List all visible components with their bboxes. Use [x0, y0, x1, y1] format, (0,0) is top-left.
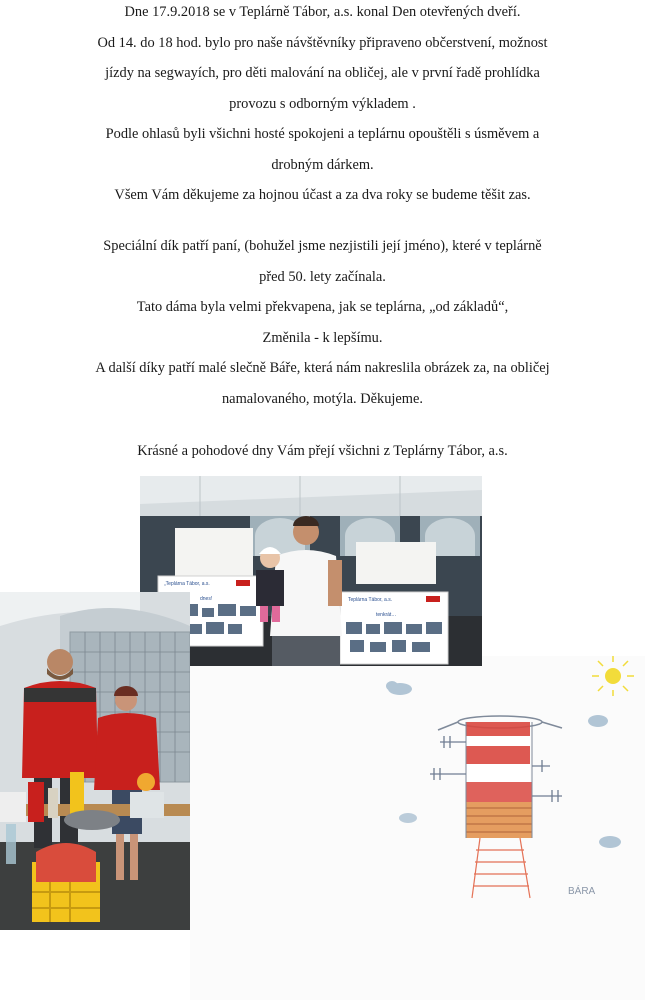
poster-left-title: „Teplárna Tábor, a.s.: [164, 581, 210, 587]
cloud-icon: [386, 681, 412, 695]
cloud-icon: [599, 836, 621, 848]
text-line: A další díky patří malé slečně Báře, která nám nakreslila obrázek za, na obličej: [95, 360, 550, 376]
thanks-paragraph: [0, 231, 645, 414]
photo-visitors-with-posters: [140, 476, 482, 666]
poster-right: [340, 592, 448, 664]
text-line: Speciální dík patří paní, (bohužel jsme nezjistili její jméno), které v teplárně: [103, 238, 542, 254]
intro-paragraph: [0, 0, 645, 211]
text-line: Změnila - k lepšímu.: [262, 329, 383, 346]
text-line: namalovaného, motýla. Děkujeme.: [221, 390, 423, 407]
text-line: Tato dáma byla velmi překvapena, jak se teplárna, „od základů“,: [136, 299, 509, 315]
poster-right-title: Teplárna Tábor, a.s.: [348, 597, 393, 603]
text-line: Od 14. do 18 hod. bylo pro naše návštěvníky připraveno občerstvení, možnost: [97, 34, 548, 51]
sun-icon: [592, 656, 634, 696]
text-line: Podle ohlasů byli všichni hosté spokojeni a teplárnu opouštěli s úsměvem a: [105, 126, 540, 142]
drawing-signature: BÁRA: [568, 886, 596, 897]
photo-refreshment-booth: [0, 592, 190, 930]
text-line: provozu s odborným výkladem .: [229, 95, 416, 112]
cloud-icon: [588, 715, 608, 727]
text-line: Všem Vám děkujeme za hojnou účast a za dva roky se budeme těšit zas.: [114, 187, 531, 203]
cloud-icon: [399, 813, 417, 823]
text-line: před 50. lety začínala.: [259, 268, 386, 285]
child-drawing: [190, 656, 645, 1000]
text-line: drobným dárkem.: [271, 156, 374, 173]
text-line: jízdy na segwayích, pro děti malování na obličej, ale v první řadě prohlídka: [105, 65, 540, 81]
closing-paragraph: [0, 436, 645, 467]
text-line: Dne 17.9.2018 se v Teplárně Tábor, a.s. konal Den otevřených dveří.: [124, 4, 521, 20]
poster-left-subtitle: dnes!: [200, 596, 213, 602]
poster-right-subtitle: tenkrát…: [376, 612, 397, 618]
text-line: Krásné a pohodové dny Vám přejí všichni z Teplárny Tábor, a.s.: [137, 443, 508, 459]
chimney-drawing: [430, 716, 562, 898]
